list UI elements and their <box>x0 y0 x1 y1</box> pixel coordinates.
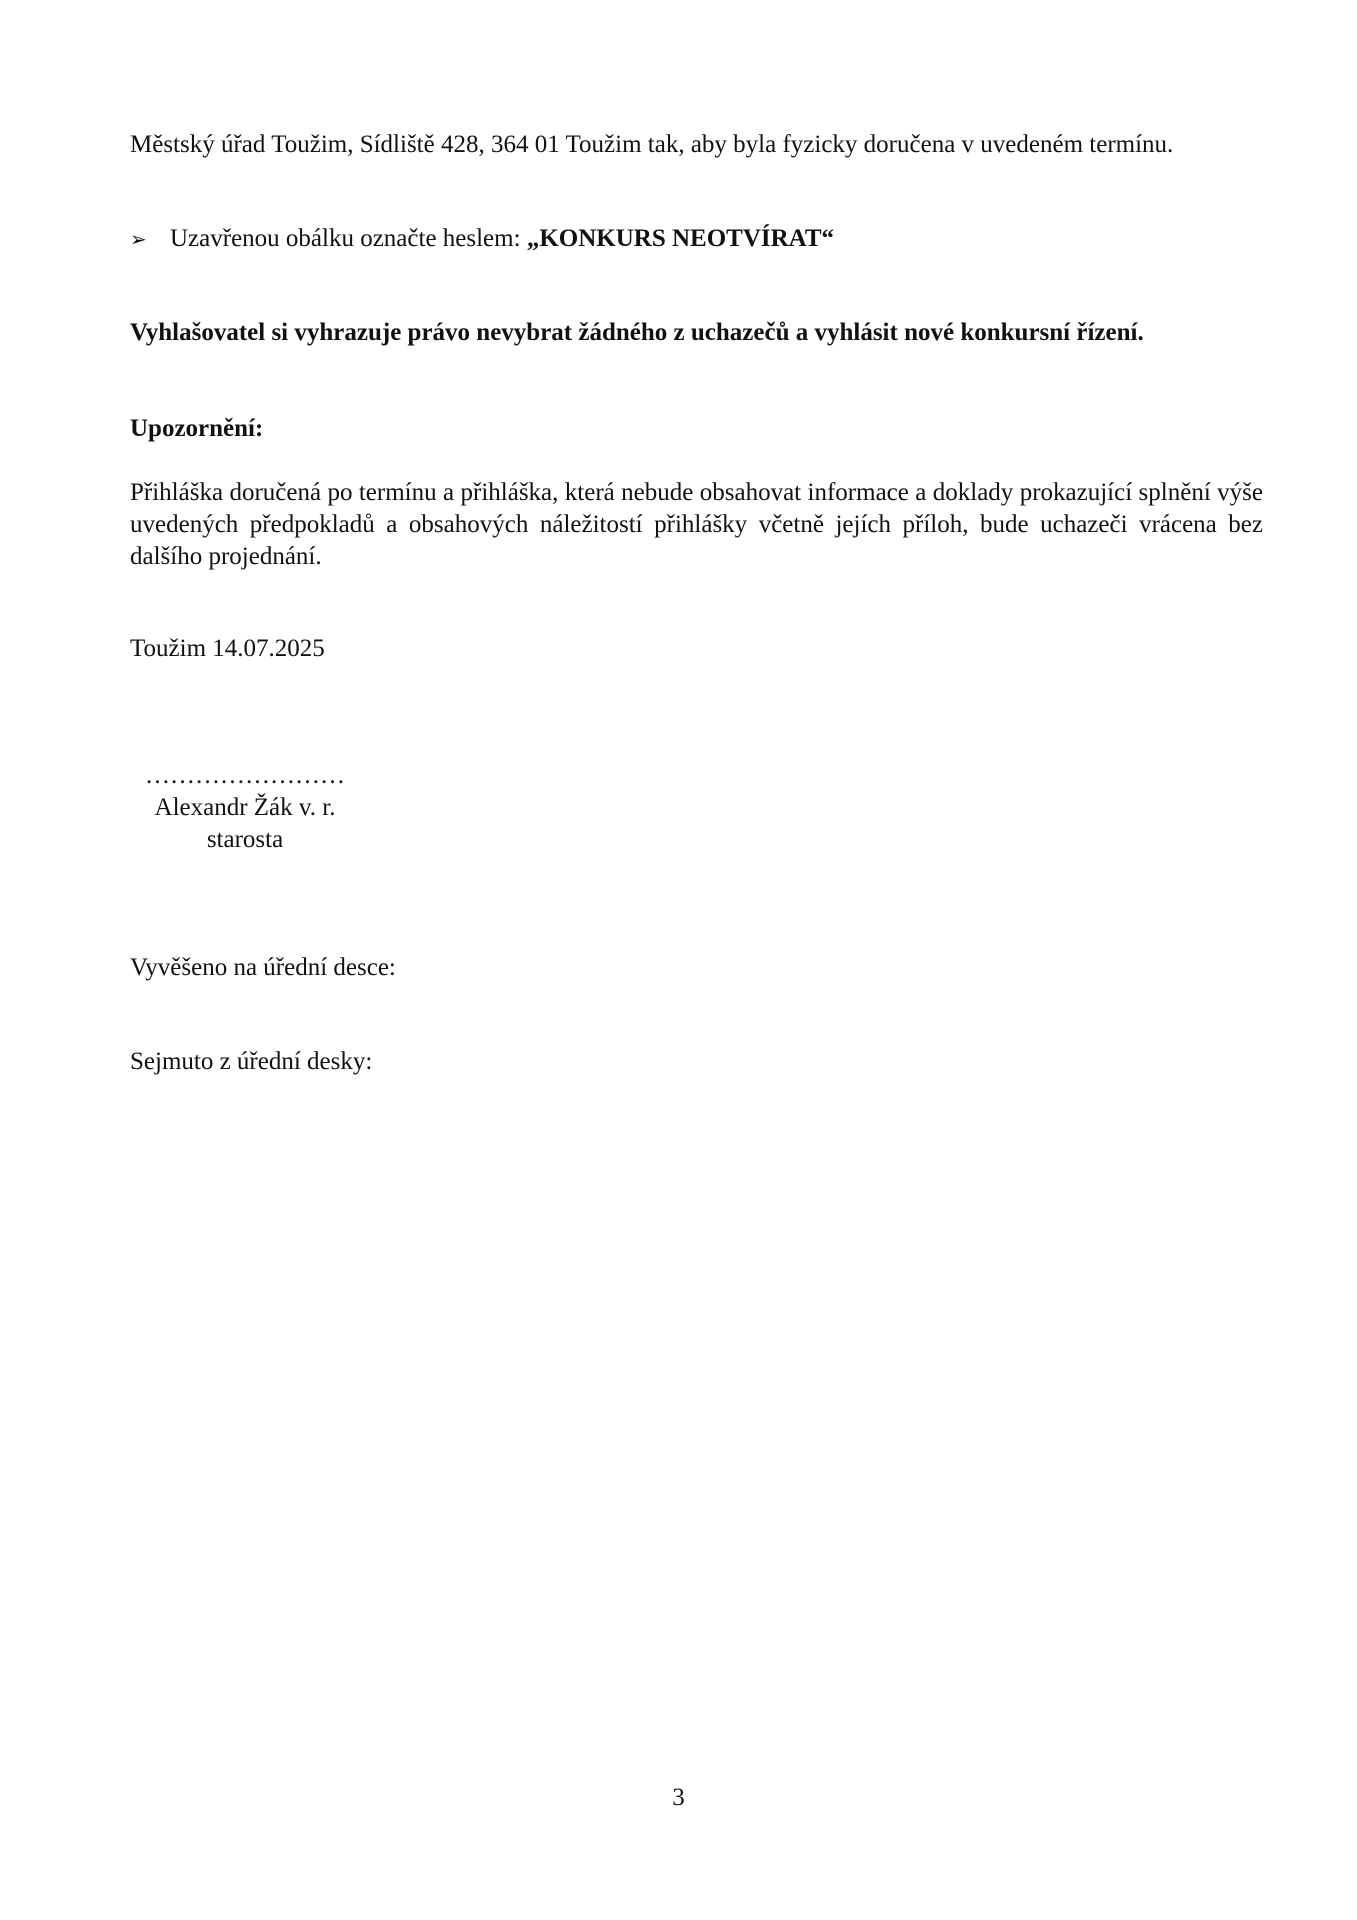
envelope-instruction <box>130 223 1263 255</box>
signatory-name: Alexandr Žák v. r. <box>154 794 336 821</box>
arrow-bullet-icon: ➢ <box>130 227 147 251</box>
notice-paragraph: Přihláška doručená po termínu a přihláška, která nebude obsahovat informace a doklady prokazující splnění výše uvedených předpokladů a obsahových náležitostí přihlášky včetně jejích příloh, bude uchazeči vrácena bez dalšího projednání. <box>130 479 1263 570</box>
signature-line: …………………… <box>145 762 345 789</box>
signatory-role: starosta <box>206 826 284 853</box>
notice-heading: Upozornění: <box>130 415 264 442</box>
intro-paragraph: Městský úřad Toužim, Sídliště 428, 364 01 Toužim tak, aby byla fyzicky doručena v uvedeném termínu. <box>130 131 1174 158</box>
signature-block <box>130 760 360 856</box>
envelope-instruction-label: Uzavřenou obálku označte heslem: <box>170 225 527 252</box>
envelope-instruction-text <box>170 223 834 255</box>
envelope-keyword: „KONKURS NEOTVÍRAT“ <box>526 225 835 252</box>
posted-on-board-label: Vyvěšeno na úřední desce: <box>130 954 396 981</box>
place-and-date: Toužim 14.07.2025 <box>130 635 325 662</box>
reservation-statement: Vyhlašovatel si vyhrazuje právo nevybrat žádného z uchazečů a vyhlásit nové konkursní řízení. <box>130 319 1144 346</box>
page-number: 3 <box>672 1784 685 1811</box>
removed-from-board-label: Sejmuto z úřední desky: <box>130 1048 373 1075</box>
